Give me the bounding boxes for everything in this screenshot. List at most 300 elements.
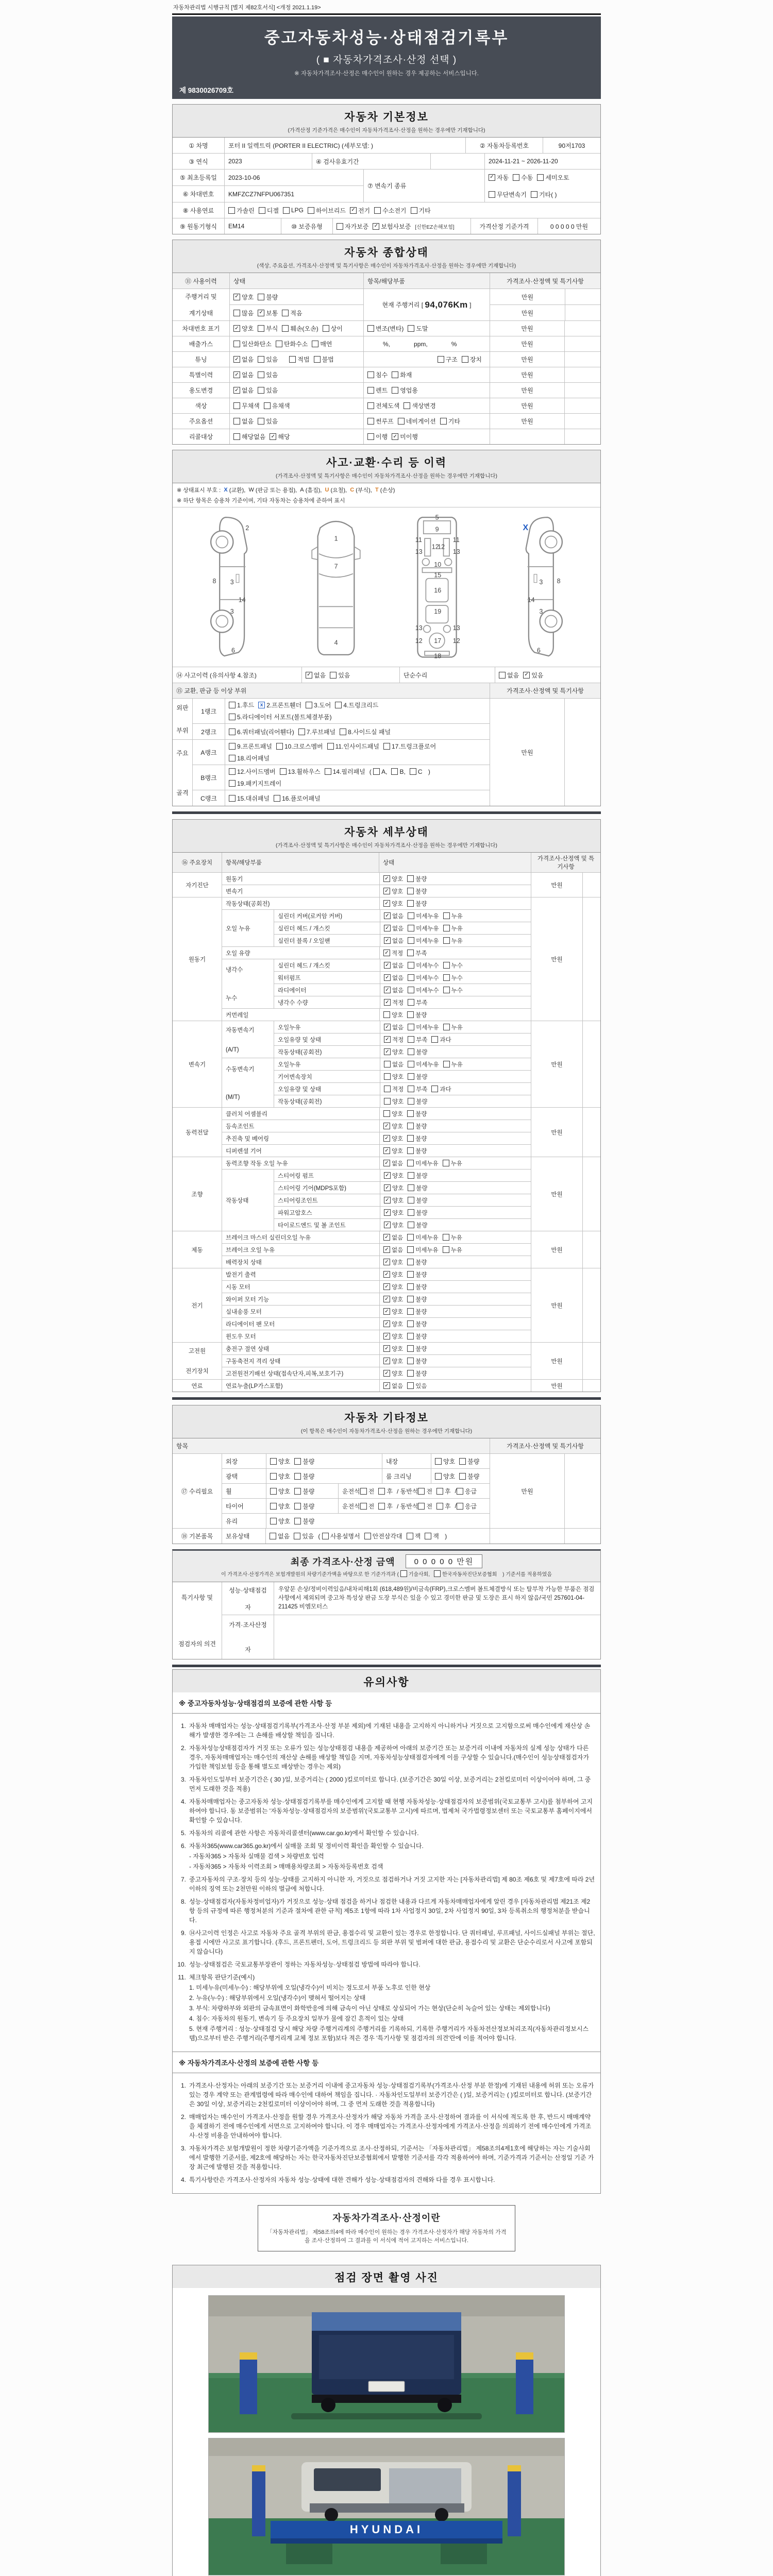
checkbox-unchecked[interactable] [392,370,412,379]
checkbox-checked[interactable] [383,1233,403,1242]
checkbox-unchecked[interactable] [407,1295,427,1303]
checkbox-unchecked[interactable] [443,1023,463,1031]
checkbox-checked[interactable] [233,386,254,395]
checkbox-unchecked[interactable] [408,1184,427,1192]
checkbox-unchecked[interactable] [258,293,278,301]
checkbox-unchecked[interactable] [407,1369,427,1378]
checkbox-label: 없음 [314,671,326,679]
checkbox-unchecked[interactable] [314,355,334,364]
checkbox-unchecked[interactable] [457,1502,477,1511]
checkbox-label: 침수 [376,371,388,379]
checkbox-box [258,387,264,394]
section-divider [172,811,601,814]
checkbox-unchecked[interactable] [443,1246,462,1254]
checkbox-unchecked[interactable] [294,1457,314,1466]
checkbox-unchecked[interactable] [443,937,463,945]
text: 운전석 [342,1487,360,1495]
checkbox-box [408,1098,414,1105]
label-year [173,154,224,169]
checkbox-unchecked[interactable] [233,340,272,348]
checkbox-unchecked[interactable] [335,701,378,709]
checkbox-unchecked[interactable] [407,1011,427,1019]
checkbox-unchecked[interactable] [228,206,255,215]
checkbox-checked[interactable] [383,1159,403,1167]
checkbox-unchecked[interactable] [408,1048,427,1056]
checkbox-unchecked[interactable] [258,386,278,395]
checkbox-unchecked[interactable] [384,1073,404,1081]
checkbox-unchecked[interactable] [294,1487,314,1496]
table-row [222,1132,531,1144]
notice-item [176,1875,595,1893]
table-row [173,170,363,185]
text: ( [318,1532,322,1540]
table-cell [225,765,490,790]
checkbox-unchecked[interactable] [229,701,254,709]
checkbox-unchecked[interactable] [398,417,436,426]
checkbox-checked[interactable] [392,432,418,441]
checkbox-unchecked[interactable] [435,1457,455,1466]
checkbox-unchecked[interactable] [374,206,406,215]
checkbox-unchecked[interactable] [270,1517,290,1526]
lift-brand-text: HYUNDAI [349,2523,424,2536]
checkbox-unchecked[interactable] [312,340,332,348]
checkbox-unchecked[interactable] [360,1502,375,1511]
checkbox-checked[interactable] [383,1283,403,1291]
checkbox-checked[interactable] [383,1345,403,1353]
section-detail-state [172,819,601,852]
svg-text:18: 18 [434,652,442,659]
checkbox-unchecked[interactable] [407,1122,427,1130]
checkbox-unchecked[interactable] [325,767,365,776]
checkbox-checked[interactable] [383,1332,403,1341]
table-cell [222,1281,379,1293]
checkbox-unchecked[interactable] [383,1110,403,1118]
checkbox-unchecked[interactable] [531,190,557,199]
checkbox-label: 불량 [303,1502,315,1510]
table-cell [222,947,379,959]
checkbox-box: ✓ [350,207,357,214]
checkbox-unchecked[interactable] [408,1073,427,1081]
checkbox-unchecked[interactable] [434,1570,497,1578]
checkbox-unchecked[interactable] [229,713,332,721]
checkbox-unchecked[interactable] [436,1502,451,1511]
checkbox-unchecked[interactable] [229,727,294,736]
checkbox-unchecked[interactable] [378,1502,393,1511]
checkbox-checked[interactable] [489,173,509,182]
checkbox-unchecked[interactable] [392,386,418,395]
checkbox-unchecked[interactable] [306,701,331,709]
checkbox-unchecked[interactable] [258,370,278,379]
checkbox-unchecked[interactable] [367,432,388,441]
checkbox-box: ✓ [383,900,390,907]
checkbox-unchecked[interactable] [408,961,439,970]
checkbox-unchecked[interactable] [294,1472,314,1481]
checkbox-unchecked[interactable] [264,401,290,410]
checkbox-checked[interactable] [384,924,404,933]
checkbox-label: 양호 [392,1111,404,1117]
checkbox-label: 불량 [415,888,427,895]
checkbox-checked[interactable] [306,671,326,680]
checkbox-checked[interactable] [233,324,254,333]
table-cell [565,305,600,320]
checkbox-unchecked[interactable] [408,1221,427,1229]
checkbox-checked[interactable] [383,1308,403,1316]
checkbox-checked[interactable] [383,1295,403,1303]
checkbox-unchecked[interactable] [435,1472,455,1481]
text: 실린더 커버(로커암 커버) [278,913,343,920]
checkbox-unchecked[interactable] [408,1172,427,1180]
checkbox-unchecked[interactable] [459,1472,479,1481]
checkbox-unchecked[interactable] [408,986,439,994]
checkbox-unchecked[interactable] [298,727,335,736]
checkbox-box [283,207,290,214]
checkbox-checked[interactable] [233,370,254,379]
svg-text:19: 19 [434,608,442,616]
checkbox-unchecked[interactable] [383,1011,403,1019]
checkbox-checked[interactable] [383,875,403,883]
checkbox-box [282,310,289,316]
checkbox-unchecked[interactable] [407,1110,427,1118]
checkbox-unchecked[interactable] [327,742,379,751]
text: 고전원전기배선 상태(접속단자,피복,보호기구) [226,1370,344,1377]
checkbox-checked[interactable] [383,1246,403,1254]
checkbox-checked[interactable] [383,900,403,908]
table-cell [222,1380,379,1392]
checkbox-checked[interactable] [383,1147,403,1155]
checkbox-checked[interactable] [383,1270,403,1279]
checkbox-unchecked[interactable] [407,900,427,908]
checkbox-box [306,702,312,708]
checkbox-unchecked[interactable] [384,1097,404,1106]
text: 추진축 및 베어링 [226,1136,270,1142]
checkbox-unchecked[interactable] [367,401,399,410]
checkbox-unchecked[interactable] [367,417,394,426]
checkbox-unchecked[interactable] [418,1487,432,1496]
label-fuel [173,202,224,218]
checkbox-unchecked[interactable] [408,1097,427,1106]
checkbox-unchecked[interactable] [407,1345,427,1353]
checkbox-checked[interactable] [258,309,278,317]
checkbox-box [276,341,282,347]
checkbox-label: 하이브리드 [315,207,346,214]
checkbox-box [407,1147,414,1154]
text: 만원 [551,1302,563,1309]
checkbox-unchecked[interactable] [443,1233,462,1242]
checkbox-checked[interactable] [384,998,404,1007]
checkbox-unchecked[interactable] [270,1487,290,1496]
checkbox-unchecked[interactable] [440,417,460,426]
checkbox-unchecked[interactable] [282,324,318,333]
checkbox-checked[interactable] [373,222,411,231]
checkbox-unchecked[interactable] [431,1036,451,1044]
checkbox-unchecked[interactable] [364,1532,402,1540]
checkbox-unchecked[interactable] [233,401,260,410]
checkbox-unchecked[interactable] [443,924,463,933]
checkbox-unchecked[interactable] [418,1502,432,1511]
checkbox-unchecked[interactable] [407,1357,427,1365]
checkbox-box: ✓ [383,1320,390,1327]
table-row [222,1367,531,1379]
checkbox-box: ✓ [392,433,398,440]
checkbox-label: 불량 [415,1111,427,1117]
checkbox-unchecked[interactable] [436,1487,451,1496]
checkbox-unchecked[interactable] [407,1159,438,1167]
checkbox-unchecked[interactable] [258,417,278,426]
checkbox-checked[interactable] [350,206,370,215]
checkbox-unchecked[interactable] [443,1159,462,1167]
checkbox-unchecked[interactable] [425,1532,439,1540]
checkbox-unchecked[interactable] [404,401,435,410]
checkbox-unchecked[interactable] [459,1457,479,1466]
checkbox-unchecked[interactable] [360,1487,375,1496]
checkbox-unchecked[interactable] [283,207,304,214]
checkbox-checked[interactable] [258,701,301,709]
checkbox-checked[interactable] [384,1196,404,1205]
checkbox-checked[interactable] [383,1357,403,1365]
checkbox-unchecked[interactable] [259,206,279,215]
checkbox-checked[interactable] [383,1369,403,1378]
checkbox-checked[interactable] [384,1036,404,1044]
checkbox-unchecked[interactable] [499,671,519,680]
checkbox-unchecked[interactable] [408,974,439,982]
checkbox-unchecked[interactable] [457,1487,477,1496]
checkbox-label: 미세누유 [416,913,439,920]
checkbox-unchecked[interactable] [367,370,388,379]
checkbox-unchecked[interactable] [384,1085,404,1093]
checkbox-checked[interactable] [383,1258,403,1266]
checkbox-box [407,1382,414,1389]
checkbox-checked[interactable] [523,671,543,680]
checkbox-unchecked[interactable] [407,1308,427,1316]
checkbox-unchecked[interactable] [270,1502,290,1511]
checkbox-unchecked[interactable] [270,1532,290,1540]
table-row [173,218,600,234]
table-cell [222,1380,531,1392]
checkbox-unchecked[interactable] [489,190,527,199]
checkbox-unchecked[interactable] [408,1209,427,1217]
svg-text:7: 7 [334,563,338,570]
detail-state-table [172,852,601,1392]
checkbox-box [408,962,414,969]
checkbox-unchecked[interactable] [407,1134,427,1143]
checkbox-unchecked[interactable] [391,768,405,775]
table-cell [380,1095,531,1107]
checkbox-unchecked[interactable] [383,742,436,751]
checkbox-checked[interactable] [384,961,404,970]
checkbox-unchecked[interactable] [408,1196,427,1205]
checkbox-unchecked[interactable] [407,1332,427,1341]
checkbox-unchecked[interactable] [537,173,569,182]
text: C [350,487,355,493]
checkbox-unchecked[interactable] [378,1487,393,1496]
checkbox-box [435,1458,442,1465]
checkbox-unchecked[interactable] [443,1060,463,1069]
checkbox-unchecked[interactable] [270,1457,290,1466]
checkbox-unchecked[interactable] [407,875,427,883]
checkbox-unchecked[interactable] [408,998,427,1007]
checkbox-checked[interactable] [383,887,403,895]
checkbox-unchecked[interactable] [337,222,368,231]
text: 전기 [191,1302,203,1309]
checkbox-unchecked[interactable] [289,355,309,364]
checkbox-unchecked[interactable] [384,1060,404,1069]
table-row [222,1108,531,1120]
checkbox-checked[interactable] [384,1048,404,1056]
checkbox-label: 불량 [415,1358,427,1365]
checkbox-unchecked[interactable] [407,1246,438,1254]
checkbox-checked[interactable] [384,1184,404,1192]
checkbox-unchecked[interactable] [408,937,439,945]
checkbox-unchecked[interactable] [233,432,265,441]
checkbox-unchecked[interactable] [323,324,343,333]
checkbox-box [373,768,380,775]
checkbox-unchecked[interactable] [258,324,278,333]
checkbox-unchecked[interactable] [513,173,533,182]
notice-item-subline: 5. 현재 주행거리 : 성능·상태점검 당시 해당 차량 주행거리계의 주행거리를 기록하되, 기록한 주행거리가 자동차전산정보처리조직(자동차관리정보시스템)으로부터 받은 주행거리(주행거리계 교체 정보 포함)보다 적은 경우 '특기사항 및 점검자의 의견'란에 이를 적어야 합니다. [189,2025,589,2042]
checkbox-label: 양호 [278,1487,291,1495]
checkbox-unchecked[interactable] [407,1320,427,1328]
checkbox-unchecked[interactable] [438,355,458,364]
checkbox-unchecked[interactable] [443,986,463,994]
checkbox-box: ✓ [489,174,495,181]
checkbox-unchecked[interactable] [229,767,276,776]
text: 점검자의 의견 [178,1640,216,1648]
table-cell [222,1058,274,1107]
checkbox-checked[interactable] [384,1221,404,1229]
checkbox-checked[interactable] [270,432,290,441]
checkbox-label: 부식 [266,325,278,332]
checkbox-unchecked[interactable] [443,912,463,920]
checkbox-unchecked[interactable] [258,355,278,364]
checkbox-unchecked[interactable] [408,324,428,333]
checkbox-box: ✓ [383,1259,390,1265]
section-title: 자동차 기본정보 [344,111,429,123]
checkbox-unchecked[interactable] [407,1147,427,1155]
checkbox-checked[interactable] [383,1134,403,1143]
checkbox-checked[interactable] [384,986,404,994]
checkbox-unchecked[interactable] [408,1036,427,1044]
checkbox-checked[interactable] [233,293,254,301]
table-row [274,1194,531,1206]
checkbox-checked[interactable] [384,937,404,945]
checkbox-unchecked[interactable] [367,386,388,395]
checkbox-label: 없음 [242,387,254,394]
checkbox-unchecked[interactable] [407,1233,438,1242]
checkbox-unchecked[interactable] [407,949,427,957]
checkbox-label: 없음 [392,1024,404,1031]
table-row [274,1095,531,1107]
checkbox-unchecked[interactable] [367,324,404,333]
checkbox-box [513,174,519,181]
checkbox-box [335,702,342,708]
checkbox-unchecked[interactable] [407,1270,427,1279]
checkbox-label: 부족 [416,1086,428,1093]
checkbox-box [340,728,346,735]
checkbox-unchecked[interactable] [431,1085,451,1093]
table-row [222,946,531,959]
checkbox-unchecked[interactable] [407,1258,427,1266]
checkbox-unchecked[interactable] [407,887,427,895]
checkbox-box [443,1160,449,1166]
checkbox-unchecked[interactable] [340,727,391,736]
table-cell [222,897,531,1021]
checkbox-unchecked[interactable] [410,768,423,775]
checkbox-unchecked[interactable] [373,768,387,775]
checkbox-unchecked[interactable] [408,1060,439,1069]
table-row [173,1231,600,1268]
checkbox-unchecked[interactable] [308,206,346,215]
checkbox-unchecked[interactable] [400,1570,430,1578]
checkbox-unchecked[interactable] [407,1283,427,1291]
text: 가격·조사산정 [229,1621,267,1629]
checkbox-unchecked[interactable] [282,309,302,317]
checkbox-box [289,356,296,363]
checkbox-unchecked[interactable] [408,924,439,933]
text: 타이어 [226,1502,244,1510]
checkbox-unchecked[interactable] [407,1382,427,1390]
checkbox-checked[interactable] [384,974,404,982]
text: 주행거리 및 [185,293,217,301]
checkbox-unchecked[interactable] [233,309,254,317]
table-cell [274,1033,380,1045]
checkbox-unchecked[interactable] [280,767,321,776]
checkbox-checked[interactable] [384,1172,404,1180]
checkbox-checked[interactable] [383,1382,403,1390]
checkbox-unchecked[interactable] [294,1532,314,1540]
checkbox-unchecked[interactable] [229,754,270,762]
checkbox-unchecked[interactable] [411,206,431,215]
text: ⑯ 주요장치 [181,860,213,866]
checkbox-unchecked[interactable] [408,1023,439,1031]
checkbox-checked[interactable] [384,1023,404,1031]
checkbox-unchecked[interactable] [294,1517,314,1526]
checkbox-unchecked[interactable] [270,1472,290,1481]
checkbox-checked[interactable] [383,1122,403,1130]
checkbox-checked[interactable] [384,912,404,920]
checkbox-checked[interactable] [384,1209,404,1217]
checkbox-checked[interactable] [383,1320,403,1328]
checkbox-label: 양호 [392,1012,404,1019]
checkbox-checked[interactable] [233,355,254,364]
table-cell [274,959,531,1008]
checkbox-unchecked[interactable] [330,671,350,680]
checkbox-unchecked[interactable] [276,742,323,751]
checkbox-unchecked[interactable] [407,1532,421,1540]
text: ⑭ 사고이력 (유의사항 4.참조) [176,671,257,679]
table-cell [225,790,490,806]
checkbox-unchecked[interactable] [229,779,281,788]
checkbox-unchecked[interactable] [294,1502,314,1511]
checkbox-unchecked[interactable] [443,961,463,970]
checkbox-checked[interactable] [383,949,403,957]
checkbox-unchecked[interactable] [462,355,482,364]
checkbox-box: ✓ [233,325,240,332]
section-title: 점검 장면 촬영 사진 [334,2272,439,2284]
table-row [222,1513,490,1528]
table-cell [173,699,192,739]
checkbox-unchecked[interactable] [408,912,439,920]
checkbox-unchecked[interactable] [229,742,272,751]
section-title: 유의사항 [363,1676,410,1688]
checkbox-unchecked[interactable] [274,794,321,803]
checkbox-box [408,1172,414,1179]
checkbox-unchecked[interactable] [408,1085,427,1093]
checkbox-unchecked[interactable] [443,974,463,982]
checkbox-unchecked[interactable] [322,1532,360,1540]
checkbox-unchecked[interactable] [276,340,308,348]
checkbox-unchecked[interactable] [233,417,254,426]
checkbox-unchecked[interactable] [229,794,270,803]
